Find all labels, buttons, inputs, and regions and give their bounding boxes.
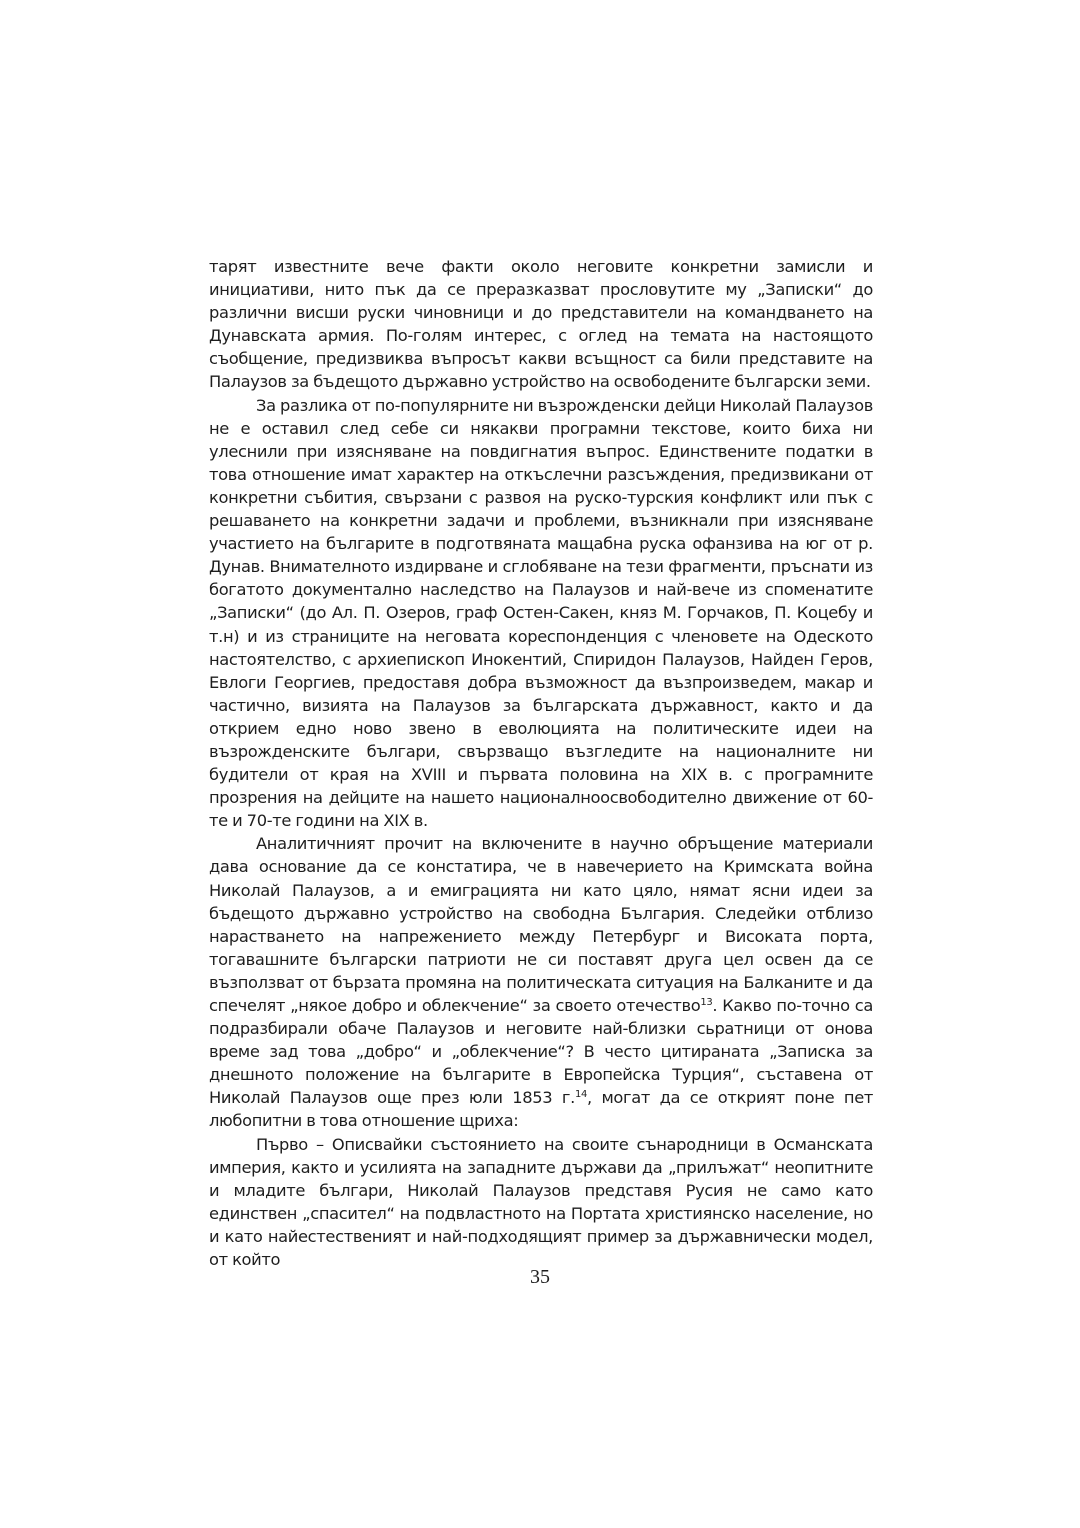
text-segment: . Какво по-точно са подразбирали обаче Палаузов и неговите най-близки сьратници от онова време зад това „добро“ и „облекчение“? В често цитираната „Записка за днешното положение на българите в Европейска Турция“, съставена от Николай Палаузов още през юли 1853 г. <box>209 996 873 1108</box>
paragraph-3 <box>209 832 873 1132</box>
paragraph-4 <box>209 1133 873 1272</box>
paragraph-1 <box>209 255 873 394</box>
body-text <box>209 255 873 1271</box>
footnote-ref-13: 13 <box>700 997 713 1008</box>
text-segment: Аналитичният прочит на включените в научно обръщение материали дава основание да се констатира, че в навечерието на Кримската война Николай Палаузов, а и емиграцията ни като цяло, нямат ясни идеи за бъдещото държавно устройство на свободна България. Следейки отблизо нарастването на напрежението между Петербург и Високата порта, тогавашните български патриоти не си поставят друга цел освен да се възползват от бързата промяна на политическата ситуация на Балканите и да спечелят „някое добро и облекчение“ за своето отечество <box>209 834 873 1015</box>
text-segment: , могат да се открият поне пет любопитни в това отношение щриха: <box>209 1088 874 1131</box>
page-number: 35 <box>530 1266 550 1288</box>
text-segment: Първо – Описвайки състоянието на своите сънародници в Османската империя, както и усилията на западните държави да „прилъжат“ неопитните и младите българи, Николай Палаузов представя Русия не само като единствен „спасител“ на подвластното на Портата християнско население, но и като найестественият и най-подходящият пример за държавнически модел, от който <box>209 1134 873 1270</box>
text-segment: тарят известните вече факти около неговите конкретни замисли и инициативи, нито пък да се преразказват прословутите му „Записки“ до различни висши руски чиновници и до представители на командването на Дунавската армия. По-голям интерес, с оглед на темата на настоящото съобщение, предизвиква въпросът какви всъщност са били представите на Палаузов за бъдещото държавно устройство на освободените български земи. <box>209 257 873 392</box>
paragraph-2 <box>209 394 873 833</box>
footnote-ref-14: 14 <box>574 1089 587 1101</box>
text-segment: За разлика от по-популярните ни възрожденски дейци Николай Палаузов не е оставил след себе си някакви програмни текстове, които биха ни улеснили при изясняване на повдигнатия въпрос. Единствените податки в това отношение имат характер на откъслечни разсъждения, предизвикани от конкретни събития, свързани с развоя на руско-турския конфликт или пък с решаването на конкретни задачи и проблеми, възникнали при изясняване участието на българите в подготвяната мащабна руска офанзива на юг от р. Дунав. Внимателното издирване и сглобяване на тези фрагменти, пръснати из богатото документално наследство на Палаузов и най-вече из споменатите „Записки“ (до Ал. П. Озеров, граф Остен-Сакен, княз М. Горчаков, П. Коцебу и т.н) и из страниците на неговата кореспонденция с членовете на Одеското настоятелство, с архиепископ Инокентий, Спиридон Палаузов, Найден Геров, Евлоги Георгиев, предоставя добра възможност да възпроизведем, макар и частично, визията на Палаузов за българската държавност, както и да открием едно ново звено в еволюцията на политическите идеи на възрожденските българи, свързващо възгледите на националните ни будители от края на XVIII и първата половина на XIX в. с програмните прозрения на дейците на нашето националноосвободително движение от 60-те и 70-те години на XIX в. <box>209 395 873 831</box>
